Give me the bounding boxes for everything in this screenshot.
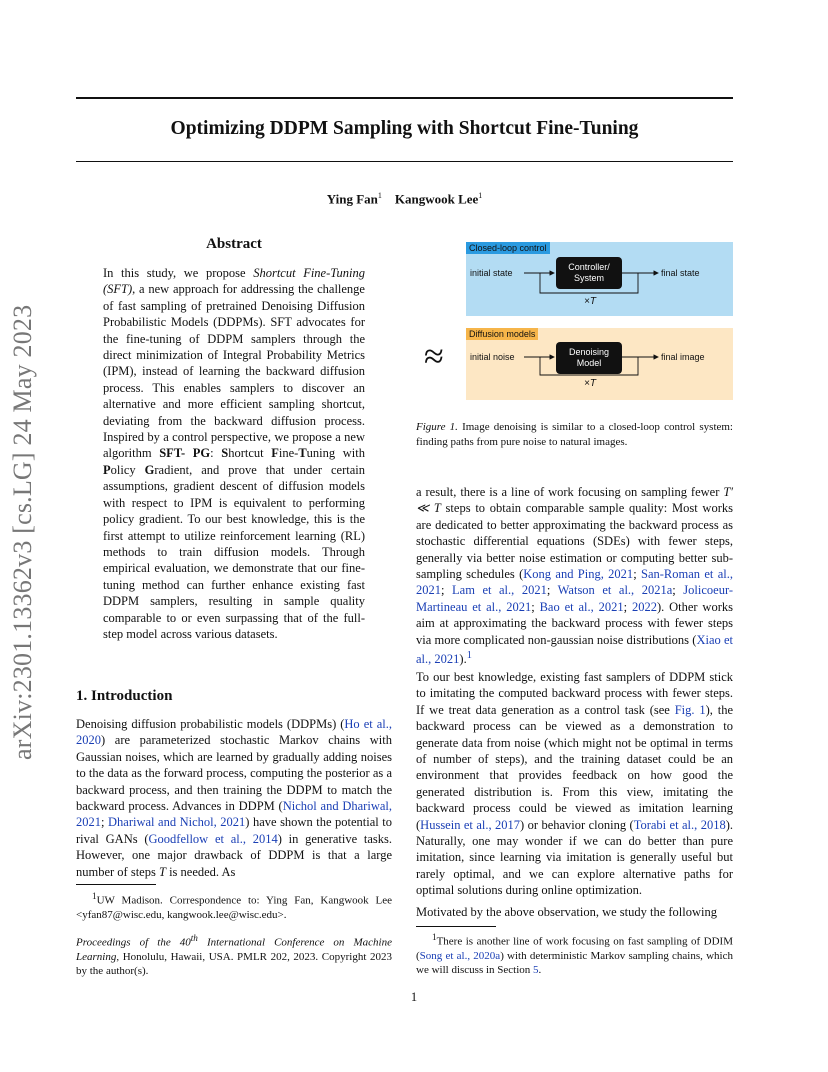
- acronym-letter: T: [298, 446, 307, 461]
- citation-link[interactable]: Goodfellow et al., 2014: [148, 831, 278, 846]
- citation-link[interactable]: Bao et al., 2021: [539, 599, 624, 614]
- abstract-run: radient, and prove that under certain assumptions, gradient descent of diffusion models with respect to IPM is equivalent to performing policy gradient. To our best knowledge, this is the first attempt to utilize reinforcement learning (RL) methods to train diffusion models. Through empirical evaluation, we demonstrate that our fine-tuning method can further enhance existing fast DDPM samplers, resulting in sample quality comparable to or even surpassing that of the full-step model across various datasets.: [103, 462, 366, 641]
- denoising-model-node: Denoising Model: [556, 342, 622, 374]
- body-run: ).: [459, 652, 467, 667]
- footnote-ref[interactable]: 1: [466, 650, 472, 662]
- intro-run: ) have shown the potential to rival GANs (: [76, 815, 392, 846]
- citation-link[interactable]: Hussein et al., 2017: [420, 817, 521, 832]
- initial-state-label: initial state: [470, 268, 513, 278]
- footnote-rule-left: [76, 884, 156, 885]
- proceedings-note: [76, 931, 392, 978]
- abstract-emphasis: Shortcut Fine-Tuning (SFT): [103, 266, 365, 297]
- body-run: ). Naturally, one may wonder if we can do better than pure imitation, since learning via imitation is generally useful but rarely optimal, and we can explore alternative paths for optimal solutions during online optimization.: [416, 817, 733, 898]
- body-run: ), the backward process can be viewed as a demonstration to generate data from noise (which might not be optimal in terms of number of steps), and the training dataset could be an environment that provides feedback on how good the generated distribution is. From this view, imitating the backward process could be viewed as imitation learning (: [416, 702, 733, 832]
- acronym-letter: F: [271, 446, 279, 461]
- affiliation-footnote: [76, 889, 392, 922]
- body-run: ). Other works aim at approximating the backward process with fewer steps via more complicated non-gaussian noise distributions (: [416, 599, 733, 647]
- citation-link[interactable]: Kong and Ping, 2021: [523, 567, 634, 582]
- title-bottom-rule: [76, 161, 733, 162]
- caption-label: Figure 1.: [416, 421, 458, 433]
- controller-system-node: Controller/ System: [556, 257, 622, 289]
- math-inline: T′ ≪ T: [416, 485, 733, 516]
- right-paragraph-1: [416, 484, 733, 668]
- proceedings-number: 40: [179, 936, 191, 949]
- figure-ref-link[interactable]: Fig. 1: [674, 702, 706, 717]
- right-paragraph-2: [416, 669, 733, 899]
- intro-run: Denoising diffusion probabilistic models (DDPMs) (: [76, 717, 345, 731]
- abstract-run: uning with: [306, 446, 365, 461]
- footnote-run: .: [538, 963, 542, 976]
- proceedings-run: , Honolulu, Hawaii, USA. PMLR 202, 2023. Copyright 2023 by the author(s).: [76, 950, 392, 977]
- footnote-mark: 1: [92, 891, 97, 901]
- author-name: Kangwook Lee: [394, 191, 479, 207]
- page-number: 1: [410, 990, 418, 1004]
- right-paragraph-3: [416, 904, 733, 920]
- body-run: ;: [441, 583, 453, 598]
- affiliation-text: UW Madison. Correspondence to: Ying Fan, Kangwook Lee <yfan87@wisc.edu, kangwook.lee@wisc.edu>.: [76, 894, 392, 921]
- footnote-mark: 1: [432, 932, 437, 942]
- algorithm-name: SFT- PG: [159, 446, 211, 461]
- loop-count-label: ×T: [584, 296, 596, 307]
- caption-text: Image denoising is similar to a closed-loop control system: finding paths from pure noise to natural images.: [416, 421, 733, 448]
- body-run: a result, there is a line of work focusing on sampling fewer: [416, 485, 724, 499]
- citation-link[interactable]: Torabi et al., 2018: [633, 817, 726, 832]
- author-affil-mark: 1: [478, 191, 483, 200]
- body-run: To our best knowledge, existing fast samplers of DDPM stick to imitating the computed backward process with fewer steps. If we treat data generation as a control task (see: [416, 670, 733, 717]
- paper-title: Optimizing DDPM Sampling with Shortcut Fine-Tuning: [170, 118, 639, 139]
- citation-link[interactable]: San-Roman et al., 2021: [416, 567, 734, 598]
- final-image-label: final image: [661, 352, 705, 362]
- ordinal-suffix: th: [190, 933, 198, 943]
- feedback-loop: [540, 357, 638, 375]
- introduction-text: [76, 716, 392, 880]
- abstract-run: , a new approach for addressing the challenge of fast sampling of pretrained Denoising Diffusion Probabilistic Models (DDPMs). SFT advocates for the fine-tuning of DDPM samplers through the direct minimization of Integral Probability Metrics (IPM), instead of learning the backward diffusion process. This enables samplers to discover an alternative and more efficient sampling shortcut, deviating from the backward diffusion process. Inspired by a control perspective, we propose a new algorithm: [103, 282, 365, 461]
- citation-link[interactable]: Watson et al., 2021a: [557, 583, 673, 598]
- feedback-loop: [540, 273, 638, 293]
- citation-link[interactable]: Dhariwal and Nichol, 2021: [108, 815, 246, 830]
- abstract-heading: Abstract: [206, 236, 262, 252]
- footnote-run: There is another line of work focusing on fast sampling of DDIM (: [416, 935, 733, 962]
- intro-run: ;: [101, 815, 108, 830]
- abstract-run: In this study, we propose: [103, 266, 254, 280]
- proceedings-run: International Conference on Machine Learning: [76, 936, 392, 963]
- footnote-rule-right: [416, 926, 496, 927]
- citation-link[interactable]: Ho et al., 2020: [76, 717, 392, 748]
- acronym-letter: P: [103, 462, 111, 477]
- loop-count-label: ×T: [584, 378, 596, 389]
- section-heading-introduction: 1. Introduction: [76, 688, 173, 704]
- citation-link[interactable]: Song et al., 2020a: [419, 949, 501, 962]
- figure-caption: [416, 420, 733, 450]
- abstract-text: [103, 265, 365, 642]
- body-run: ;: [531, 599, 540, 614]
- final-state-label: final state: [661, 268, 700, 278]
- title-top-rule: [76, 97, 733, 99]
- body-run: ) or behavior cloning (: [520, 817, 634, 832]
- closed-loop-title: Closed-loop control: [466, 242, 550, 254]
- citation-link[interactable]: Xiao et al., 2021: [416, 632, 733, 667]
- author-name: Ying Fan: [326, 191, 378, 207]
- arxiv-stamp: arXiv:2301.13362v3 [cs.LG] 24 May 2023: [8, 304, 37, 760]
- figure-arrows: [416, 238, 733, 408]
- abstract-run: olicy: [110, 462, 145, 477]
- body-run: ;: [672, 583, 684, 598]
- intro-run: ) in generative tasks. However, one major drawback of DDPM is that a large number of steps: [76, 831, 392, 879]
- citation-link[interactable]: Jolicoeur-Martineau et al., 2021: [416, 583, 734, 614]
- body-run: steps to obtain comparable sample quality: Most works are dedicated to better approximating the backward process as stochastic differential equations (SDEs) with fewer steps, generally via better noise estimation or computing better sub-sampling schedules (: [416, 501, 733, 582]
- author-affil-mark: 1: [377, 191, 382, 200]
- intro-run: ) are parameterized stochastic Markov chains with Gaussian noises, which are learned by gradually adding noises to the data as the forward process, computing the posterior as a backward process, and then training the DDPM to match the backward process. Advances in DDPM (: [76, 733, 392, 814]
- body-run: ;: [633, 567, 642, 582]
- body-run: ;: [546, 583, 558, 598]
- sampling-footnote: [416, 930, 733, 977]
- figure-1: [416, 238, 733, 408]
- body-run: Motivated by the above observation, we study the following: [416, 905, 717, 919]
- citation-link[interactable]: Lam et al., 2021: [452, 583, 547, 598]
- diffusion-title: Diffusion models: [466, 328, 538, 340]
- abstract-run: :: [210, 446, 222, 461]
- body-run: ;: [623, 599, 632, 614]
- abstract-run: hortcut: [228, 446, 272, 461]
- author-list: [76, 191, 733, 207]
- footnote-run: ) with deterministic Markov sampling chains, which we will discuss in Section: [416, 949, 733, 976]
- section-ref-link[interactable]: 5: [533, 963, 539, 976]
- citation-link[interactable]: 2022: [631, 599, 657, 614]
- initial-noise-label: initial noise: [470, 352, 515, 362]
- proceedings-run: Proceedings of the: [76, 936, 180, 949]
- citation-link[interactable]: Nichol and Dhariwal, 2021: [76, 799, 392, 830]
- acronym-letter: G: [144, 462, 155, 477]
- math-variable: T: [158, 864, 166, 879]
- abstract-run: ine-: [278, 446, 299, 461]
- approx-symbol: ≈: [424, 336, 444, 376]
- acronym-letter: S: [221, 446, 229, 461]
- intro-run: is needed. As: [165, 864, 236, 879]
